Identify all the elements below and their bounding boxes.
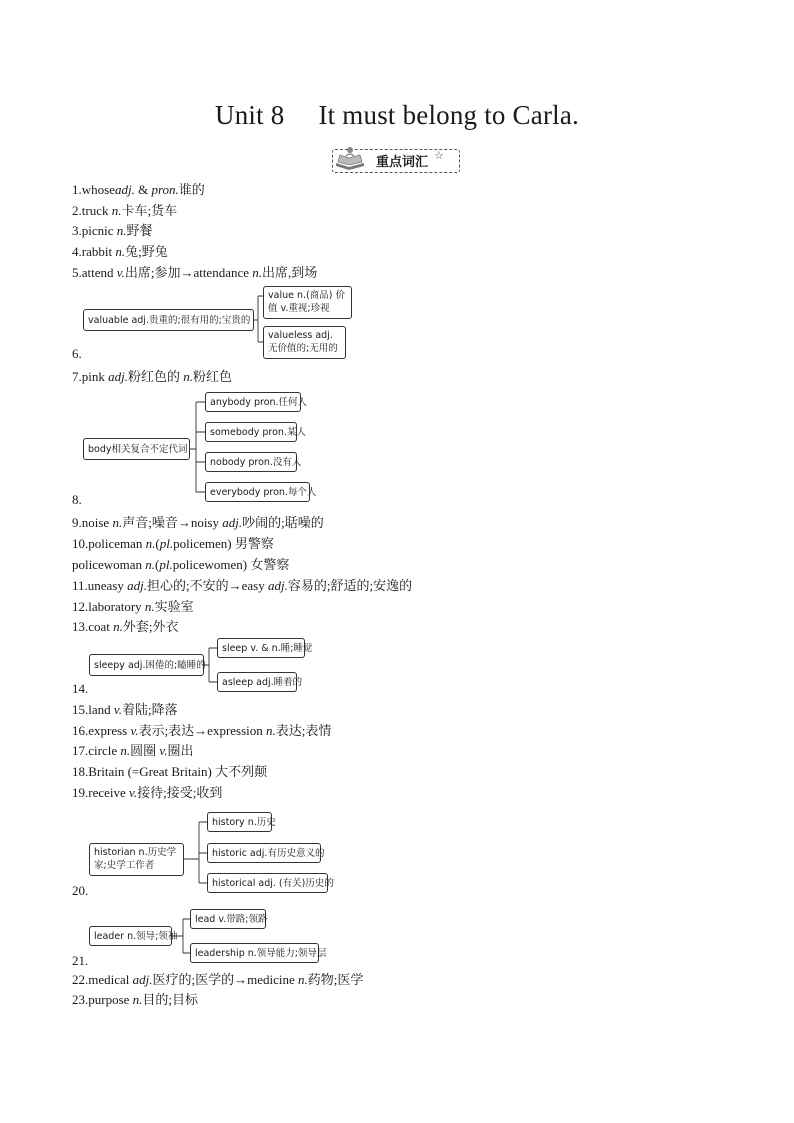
vocab-item-17: 17.circle n.圆圈 v.圈出 <box>72 743 194 758</box>
vocab-item-10: 10.policeman n.(pl.policemen) 男警察 <box>72 536 274 551</box>
vocab-item-1: 1.whoseadj. & pron.谁的 <box>72 182 205 197</box>
diagram-20-branch-3: historical adj. (有关)历史的 <box>207 873 328 893</box>
diagram-20-branch-1: history n.历史 <box>207 812 272 832</box>
diagram-21-branch-1: lead v.带路;领路 <box>190 909 266 929</box>
vocab-item-6: 6. <box>72 346 82 361</box>
vocab-item-8: 8. <box>72 492 82 507</box>
vocab-item-2: 2.truck n.卡车;货车 <box>72 203 178 218</box>
unit-sentence: It must belong to Carla. <box>318 100 579 130</box>
star-icon: ☆ <box>434 149 444 162</box>
vocab-item-9: 9.noise n.声音;噪音→noisy adj.吵闹的;聒噪的 <box>72 515 324 530</box>
diagram-8-root: body相关复合不定代词 <box>83 438 190 460</box>
vocab-item-7: 7.pink adj.粉红色的 n.粉红色 <box>72 369 233 384</box>
vocab-item-16: 16.express v.表示;表达→expression n.表达;表情 <box>72 723 332 738</box>
diagram-20-branch-2: historic adj.有历史意义的 <box>207 843 321 863</box>
vocab-item-3: 3.picnic n.野餐 <box>72 223 153 238</box>
diagram-14-branch-1: sleep v. & n.睡;睡觉 <box>217 638 305 658</box>
vocab-item-19: 19.receive v.接待;接受;收到 <box>72 785 223 800</box>
banner-label: 重点词汇 <box>376 155 429 170</box>
vocab-item-4: 4.rabbit n.兔;野兔 <box>72 244 168 259</box>
book-icon <box>334 143 366 171</box>
diagram-6-root: valuable adj.贵重的;很有用的;宝贵的 <box>83 309 254 331</box>
diagram-20-root: historian n.历史学家;史学工作者 <box>89 843 184 876</box>
diagram-14-branch-2: asleep adj.睡着的 <box>217 672 297 692</box>
vocab-item-14: 14. <box>72 681 89 696</box>
diagram-21-branch-2: leadership n.领导能力;领导层 <box>190 943 319 963</box>
page-title <box>0 100 794 131</box>
vocab-item-10b: policewoman n.(pl.policewomen) 女警察 <box>72 557 290 572</box>
unit-label: Unit 8 <box>215 100 285 130</box>
vocab-item-20: 20. <box>72 883 89 898</box>
section-banner <box>332 143 460 173</box>
vocab-item-23: 23.purpose n.目的;目标 <box>72 992 199 1007</box>
diagram-8-branch-2: somebody pron.某人 <box>205 422 297 442</box>
diagram-14-root: sleepy adj.困倦的;瞌睡的 <box>89 654 204 676</box>
vocab-item-15: 15.land v.着陆;降落 <box>72 702 178 717</box>
vocab-item-5: 5.attend v.出席;参加→attendance n.出席,到场 <box>72 265 318 280</box>
vocab-item-21: 21. <box>72 953 89 968</box>
diagram-6-branch-2: valueless adj.无价值的;无用的 <box>263 326 346 359</box>
vocab-item-11: 11.uneasy adj.担心的;不安的→easy adj.容易的;舒适的;安逸的 <box>72 578 413 593</box>
diagram-8-branch-1: anybody pron.任何人 <box>205 392 301 412</box>
vocab-item-22: 22.medical adj.医疗的;医学的→medicine n.药物;医学 <box>72 972 364 987</box>
diagram-8-branch-3: nobody pron.没有人 <box>205 452 297 472</box>
diagram-6-branch-1: value n.(商品) 价值 v.重视;珍视 <box>263 286 352 319</box>
diagram-21-root: leader n.领导;领袖 <box>89 926 172 946</box>
vocab-item-18: 18.Britain (=Great Britain) 大不列颠 <box>72 764 268 779</box>
diagram-8-branch-4: everybody pron.每个人 <box>205 482 310 502</box>
vocab-item-13: 13.coat n.外套;外衣 <box>72 619 179 634</box>
vocab-item-12: 12.laboratory n.实验室 <box>72 599 194 614</box>
